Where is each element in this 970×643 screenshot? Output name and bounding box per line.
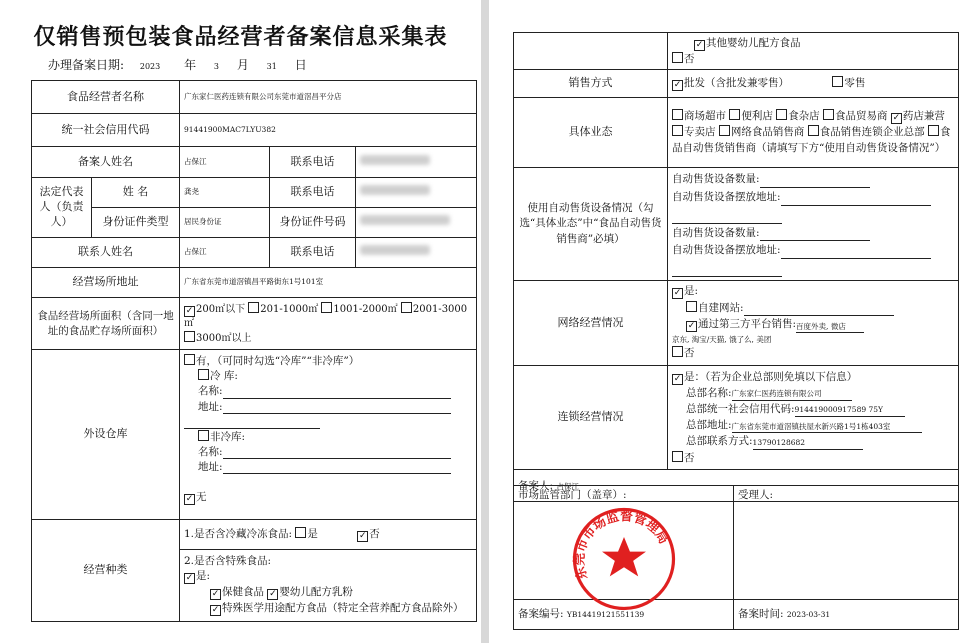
legal-rep-phone-value (356, 178, 477, 208)
date-month: 3 (213, 62, 219, 71)
online-no-check[interactable] (672, 346, 683, 357)
health-food-check[interactable]: ✓ (211, 589, 220, 600)
medical-food-label: 特殊医学用途配方食品（特定全营养配方食品除外） (222, 602, 464, 615)
third-party-check[interactable]: ✓ (687, 321, 696, 332)
contact-phone-value (356, 238, 477, 268)
fmt-conv-check[interactable] (729, 109, 740, 120)
online-options (668, 280, 959, 365)
category-label: 经营种类 (32, 520, 180, 622)
id-type-label: 身份证件类型 (92, 208, 180, 238)
warehouse-none-check[interactable]: ✓ (185, 494, 194, 505)
category-q1-text: 1.是否含冷藏冷冻食品: (184, 528, 293, 540)
dept-label: 市场监管部门（盖章）: (518, 489, 627, 501)
warehouse-yes-label: 有，（可同时勾选“冷库”“非冷库”） (196, 355, 360, 367)
vending-extra-line-2[interactable] (672, 276, 782, 277)
area-opt-3000: 2001-3000㎡ (184, 304, 468, 329)
other-infant-label: 其他婴幼儿配方食品 (706, 37, 801, 49)
infant-milk-label: 婴幼儿配方乳粉 (279, 586, 353, 599)
fmt-online-check[interactable] (719, 125, 730, 136)
reg-no-value: YB14419121551139 (566, 610, 645, 620)
cold-storage-check[interactable] (198, 369, 209, 380)
redacted-phone (360, 185, 430, 195)
third-party-label: 通过第三方平台销售: (698, 318, 797, 331)
area-label: 食品经营场所面积（含同一地址的食品贮存场所面积） (32, 298, 180, 350)
svg-text:东莞市市场监督管理局: 东莞市市场监督管理局 (572, 509, 671, 582)
cold-addr-label: 地址: (198, 400, 223, 413)
left-form-table (31, 80, 477, 622)
contact-name-label: 联系人姓名 (32, 238, 180, 268)
date-month-unit: 月 (236, 58, 249, 72)
cold-extra-line[interactable] (184, 428, 320, 429)
chain-options (668, 366, 959, 470)
noncold-addr-line[interactable] (223, 473, 451, 474)
chain-no-label: 否 (684, 451, 695, 464)
filer-phone-label: 联系电话 (270, 147, 356, 178)
business-format-label: 具体业态 (514, 98, 668, 168)
special-food-no-check[interactable] (672, 52, 683, 63)
self-site-check[interactable] (686, 301, 697, 312)
fmt-trade-label: 食品贸易商 (835, 110, 888, 123)
filer-phone-value (356, 147, 477, 178)
right-form-table (513, 32, 959, 502)
noncold-storage-check[interactable] (198, 430, 209, 441)
dept-cell (514, 486, 734, 600)
reg-time-label: 备案时间: (738, 608, 784, 621)
address-label: 经营场所地址 (32, 268, 180, 298)
business-format-options (668, 98, 959, 168)
q1-yes-label: 是 (307, 528, 318, 540)
hq-addr-value: 广东省东莞市道滘镇扶屋水新兴路1号1栋403室 (732, 422, 922, 434)
warehouse-none-label: 无 (196, 491, 207, 504)
receiver-cell (734, 486, 959, 600)
vending-addr-line-1[interactable] (781, 205, 931, 206)
retail-check[interactable] (832, 76, 843, 87)
fmt-pharmacy-label: 药店兼营 (902, 110, 945, 123)
warehouse-label: 外设仓库 (32, 350, 180, 520)
platforms-line-1: 百度外卖, 微店 (796, 321, 864, 333)
operator-name-value: 广东家仁医药连锁有限公司东莞市道滘昌平分店 (180, 81, 477, 114)
legal-rep-name-value: 龚尧 (180, 178, 270, 208)
right-top-blank (514, 33, 668, 70)
self-site-label: 自建网站: (698, 301, 744, 314)
fmt-mall-check[interactable] (672, 109, 683, 120)
area-check-3000plus[interactable] (184, 331, 195, 342)
reg-time-cell (734, 600, 959, 630)
hq-code-value: 914419000917589 75Y (795, 405, 905, 417)
date-year-unit: 年 (184, 58, 197, 72)
hq-code-label: 总部统一社会信用代码: (686, 402, 795, 415)
operator-name-label: 食品经营者名称 (32, 81, 180, 114)
platforms-line-2: 京东, 淘宝/天猫, 饿了么, 美团 (672, 335, 772, 345)
chain-label: 连锁经营情况 (514, 366, 668, 470)
vending-count-label-1: 自动售货设备数量: (672, 173, 760, 186)
chain-yes-label: 是：（若为企业总部则免填以下信息） (684, 370, 858, 383)
credit-code-value: 91441900MAC7LYU382 (180, 114, 477, 147)
filer-value: 占保江 (556, 481, 579, 491)
online-label: 网络经营情况 (514, 280, 668, 365)
online-no-label: 否 (684, 347, 695, 360)
category-q1 (180, 520, 477, 550)
fmt-trade-check[interactable] (823, 109, 834, 120)
vending-addr-label-2: 自动售货设备摆放地址: (672, 244, 781, 257)
q2-yes-check[interactable]: ✓ (185, 573, 194, 584)
area-opt-1000: 201-1000㎡ (260, 304, 319, 315)
hq-contact-value: 13790128682 (753, 438, 863, 450)
filer-name-label: 备案人姓名 (32, 147, 180, 178)
date-day-unit: 日 (294, 58, 307, 72)
vending-addr-label-1: 自动售货设备摆放地址: (672, 190, 781, 203)
self-site-line[interactable] (744, 315, 894, 316)
retail-label: 零售 (844, 77, 866, 90)
page-gutter (481, 0, 489, 643)
category-q2 (180, 550, 477, 622)
area-opt-2000: 1001-2000㎡ (333, 304, 398, 315)
q1-no-label: 否 (369, 528, 380, 540)
hq-addr-label: 总部地址: (686, 419, 732, 432)
filer-name-value: 占保江 (180, 147, 270, 178)
chain-yes-check[interactable]: ✓ (673, 373, 682, 384)
id-number-label: 身份证件号码 (270, 208, 356, 238)
legal-rep-phone-label: 联系电话 (270, 178, 356, 208)
q1-no-check[interactable]: ✓ (358, 531, 367, 541)
id-type-value: 居民身份证 (180, 208, 270, 238)
id-number-value (356, 208, 477, 238)
legal-rep-name-label: 姓 名 (92, 178, 180, 208)
date-prefix: 办理备案日期: (48, 58, 125, 72)
area-check-2000[interactable] (321, 302, 332, 313)
cold-storage-label: 冷 库: (210, 370, 238, 383)
cold-name-label: 名称: (198, 385, 223, 398)
redacted-phone (360, 245, 430, 255)
cold-addr-line[interactable] (223, 413, 451, 414)
category-q2-text: 2.是否含特殊食品: (184, 555, 272, 567)
noncold-name-label: 名称: (198, 446, 223, 459)
area-check-1000[interactable] (248, 302, 259, 313)
vending-fields (668, 168, 959, 281)
receiver-label: 受理人: (738, 489, 774, 501)
wholesale-check[interactable]: ✓ (673, 80, 682, 91)
other-infant-check[interactable]: ✓ (695, 40, 704, 50)
fmt-vending-label: 食品自动售货销售商（请填写下方“使用自动售货设备情况”） (672, 125, 951, 154)
fmt-specialty-label: 专卖店 (684, 125, 716, 138)
area-opt-200: 200㎡以下 (196, 304, 246, 315)
vending-count-line-1[interactable] (760, 187, 870, 188)
noncold-name-line[interactable] (223, 458, 451, 459)
vending-extra-line-1[interactable] (672, 223, 782, 224)
noncold-storage-label: 非冷库: (210, 430, 246, 443)
reg-time-value: 2023-03-31 (786, 610, 831, 620)
fmt-chain-check[interactable] (808, 125, 819, 136)
address-value: 广东省东莞市道滘镇昌平路街东1号101室 (180, 268, 477, 298)
hq-name-label: 总部名称: (686, 386, 732, 399)
form-title: 仅销售预包装食品经营者备案信息采集表 (33, 24, 448, 50)
online-yes-check[interactable]: ✓ (673, 287, 682, 298)
area-check-3000[interactable] (401, 302, 412, 313)
sales-method-label: 销售方式 (514, 70, 668, 98)
q1-yes-check[interactable] (295, 527, 306, 538)
fmt-online-label: 网络食品销售商 (730, 125, 805, 138)
q2-yes-label: 是: (196, 570, 211, 583)
date-year: 2023 (139, 62, 161, 71)
fmt-grocery-check[interactable] (776, 109, 787, 120)
fmt-vending-check[interactable] (928, 125, 939, 136)
fmt-chain-label: 食品销售连锁企业总部 (819, 125, 925, 138)
vending-addr-line-2[interactable] (781, 258, 931, 259)
approval-table (513, 485, 959, 630)
hq-name-value: 广东家仁医药连锁有限公司 (732, 389, 852, 401)
fmt-specialty-check[interactable] (672, 125, 683, 136)
health-food-label: 保健食品 (222, 586, 264, 599)
vending-label: 使用自动售货设备情况（勾选“具体业态”中“食品自动售货销售商”必填） (514, 168, 668, 281)
official-seal (569, 504, 679, 614)
infant-other-cell (668, 33, 959, 70)
contact-phone-label: 联系电话 (270, 238, 356, 268)
vending-count-line-2[interactable] (760, 240, 870, 241)
left-page (0, 0, 481, 643)
filing-date (48, 56, 307, 73)
reg-no-label: 备案编号: (518, 608, 564, 621)
legal-rep-label: 法定代表人（负责人） (32, 178, 92, 238)
online-yes-label: 是: (684, 284, 699, 297)
special-food-no-label: 否 (684, 53, 695, 65)
warehouse-options (180, 350, 477, 520)
fmt-grocery-label: 食杂店 (788, 110, 820, 123)
credit-code-label: 统一社会信用代码 (32, 114, 180, 147)
fmt-pharmacy-check[interactable]: ✓ (892, 113, 901, 124)
medical-food-check[interactable]: ✓ (211, 605, 220, 616)
wholesale-label: 批发（含批发兼零售） (684, 77, 789, 90)
hq-contact-label: 总部联系方式: (686, 435, 753, 448)
redacted-id (360, 215, 450, 225)
noncold-addr-label: 地址: (198, 461, 223, 474)
cold-name-line[interactable] (223, 398, 451, 399)
contact-name-value: 占保江 (180, 238, 270, 268)
filer-label: 备案人: (518, 479, 554, 492)
area-opt-3000plus: 3000㎡以上 (196, 332, 252, 344)
right-page (489, 0, 970, 643)
redacted-phone (360, 155, 430, 165)
area-check-200[interactable]: ✓ (185, 306, 194, 316)
fmt-mall-label: 商场超市 (684, 110, 726, 123)
warehouse-yes-check[interactable] (184, 354, 195, 365)
vending-count-label-2: 自动售货设备数量: (672, 226, 760, 239)
infant-milk-check[interactable]: ✓ (269, 589, 277, 600)
chain-no-check[interactable] (672, 451, 683, 462)
fmt-conv-label: 便利店 (741, 110, 773, 123)
area-options (180, 298, 477, 350)
date-day: 31 (266, 62, 277, 71)
sales-method-options (668, 70, 959, 98)
